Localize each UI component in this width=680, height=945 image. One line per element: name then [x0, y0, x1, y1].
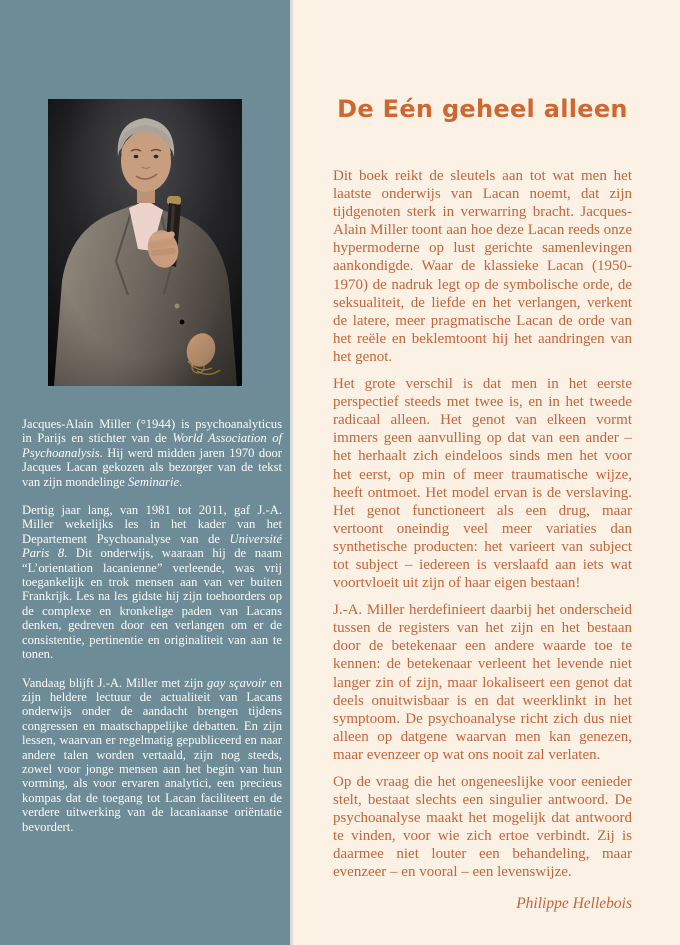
author-bio: [22, 417, 282, 834]
author-signature: Philippe Hellebois: [516, 894, 632, 912]
blurb-paragraph-3: J.-A. Miller herdefinieert daarbij het onderscheid tussen de registers van het zijn en het bestaan door de betekenaar een andere waarde toe te kennen: de betekenaar verleent het levende niet langer zin of zijn, maar lokaliseert een genot dat deels onuitwisbaar is en dat weerklinkt in het symptoom. De psychoanalyse richt zich dus niet alleen op datgene waarvan men kan genezen, maar evenzeer op wat ons nooit zal verlaten.: [333, 602, 632, 763]
blurb-paragraph-1: Dit boek reikt de sleutels aan tot wat men het laatste onderwijs van Lacan noemt, dat zijn tijdgenoten sterk in verwarring bracht. Jacques-Alain Miller toont aan hoe deze Lacan reeds onze hypermoderne op lust gerichte samenlevingen aankondigde. Waar de klassieke Lacan (1950-1970) de nadruk legt op de symbolische orde, de seksualiteit, de liefde en het verlangen, verkent de latere, meer pragmatische Lacan de orde van het reële en beklemtoont hij het aandringen van het genot.: [333, 168, 632, 365]
bio-paragraph-3: Vandaag blijft J.-A. Miller met zijn gay sçavoir en zijn heldere lectuur de actualiteit van Lacans onderwijs onder de aandacht brengen tijdens congressen en maatschappelijke debatten. En zijn lessen, waarvan er regelmatig gepubliceerd en naar andere talen worden vertaald, zijn nog steeds, zowel voor jonge mensen aan het begin van hun vorming, als voor ervaren analytici, een precieus kompas dat de toegang tot Lacan faciliteert en de verdere uitwerking van de lacaniaanse oriëntatie bevordert.: [22, 675, 282, 834]
book-blurb: [333, 167, 632, 882]
blurb-paragraph-2: Het grote verschil is dat men in het eerste perspectief steeds met twee is, en in het tweede radicaal alleen. Het genot van elkeen vormt immers geen aanvulling op dat van een ander – het herhaalt zich eindeloos sinds men het voor het eerst, op min of meer traumatische wijze, heeft ontmoet. Het model ervan is de verslaving. Het genot functioneert als een drug, maar vertoont oneindig veel meer variaties dan synthetische producten: het varieert van subject tot subject – iedereen is verslaafd aan iets wat voortvloeit uit zijn of haar eigen bestaan!: [333, 376, 632, 592]
book-title: De Eén geheel alleen: [337, 95, 628, 123]
portrait-photo: [48, 99, 242, 386]
portrait-photo-illustration: [48, 99, 242, 386]
bio-paragraph-2: Dertig jaar lang, van 1981 tot 2011, gaf J.-A. Miller wekelijks les in het kader van het Departement Psychoanalyse van de Université Paris 8. Dit onderwijs, waaraan hij de naam “L’orientation lacanienne” verleende, was vrij toegankelijk en trok mensen aan van ver buiten Frankrijk. Les na les gidste hij zijn toehoorders op de complexe en kronkelige paden van Lacans denken, gedreven door een verlangen om er de consistentie, pertinentie en originaliteit van aan te tonen.: [22, 503, 282, 662]
author-panel: [0, 0, 290, 945]
blurb-panel: [293, 0, 680, 945]
bio-paragraph-1: Jacques-Alain Miller (°1944) is psychoanalyticus in Parijs en stichter van de World Association of Psychoanalysis. Hij werd midden jaren 1970 door Jacques Lacan gekozen als bezorger van de tekst van zijn mondelinge Seminarie.: [22, 417, 282, 489]
blurb-paragraph-4: Op de vraag die het ongeneeslijke voor eenieder stelt, bestaat slechts een singulier antwoord. De psychoanalyse maakt het mogelijk dat antwoord te vinden, voor wie zich ertoe verbindt. Zij is daarmee niet louter een behandeling, maar evenzeer – en vooral – een levenswijze.: [333, 774, 632, 881]
